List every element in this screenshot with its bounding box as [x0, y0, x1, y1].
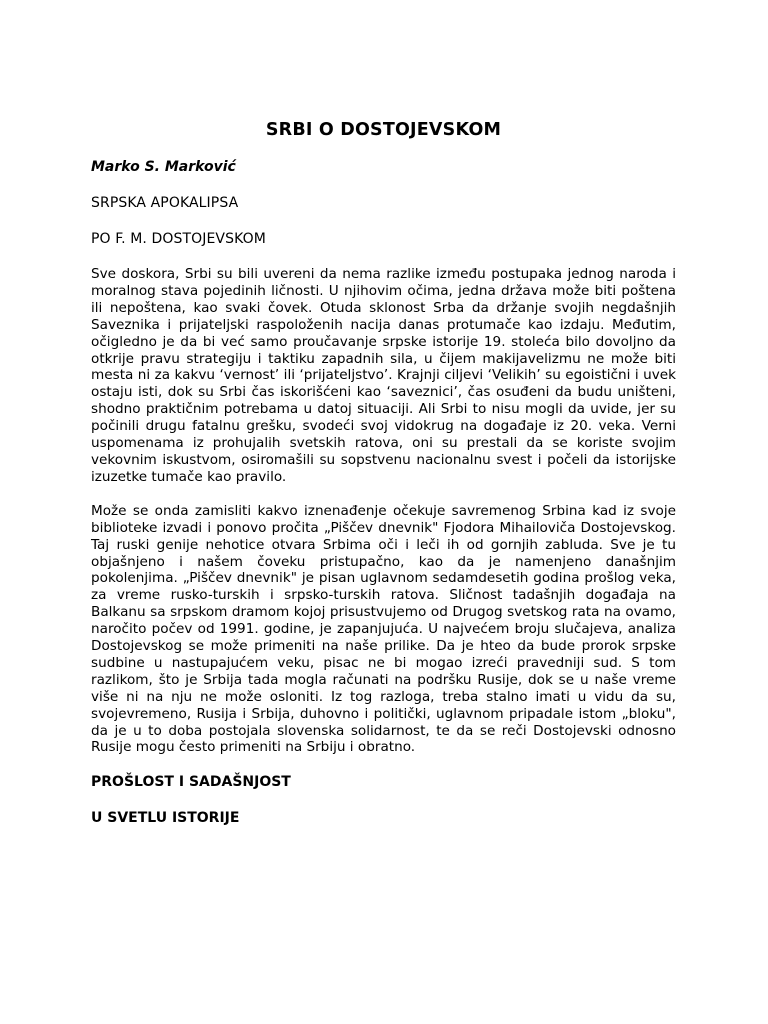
document-title: SRBI O DOSTOJEVSKOM: [265, 120, 502, 140]
section-heading-history: U SVETLU ISTORIJE: [91, 810, 240, 827]
document-page: [91, 118, 676, 845]
subtitle-dostoevsky: PO F. M. DOSTOJEVSKOM: [91, 231, 266, 247]
body-paragraph-2: Može se onda zamisliti kakvo iznenađenje očekuje savremenog Srbina kad iz svoje biblioteke izvadi i ponovo pročita „Piščev dnevnik" Fjodora Mihailoviča Dostojevskog. Taj ruski genije nehotice otvara Srbima oči i leči ih od gornjih zabluda. Sve je tu objašnjeno i našem čoveku pristupačno, kao da je namenjeno današnjim pokolenjima. „Piščev dnevnik" je pisan uglavnom sedamdesetih godina prošlog veka, za vreme rusko-turskih i srpsko-turskih ratova. Sličnost tadašnjih događaja na Balkanu sa srpskom dramom kojoj prisustvujemo od Drugog svetskog rata na ovamo, naročito počev od 1991. godine, je zapanjujuća. U najvećem broju slučajeva, analiza Dostojevskog se može primeniti na naše prilike. Da je hteo da bude prorok srpske sudbine u nastupajućem veku, pisac ne bi mogao izreći pravedniji sud. S tom razlikom, što je Srbija tada mogla računati na podršku Rusije, dok se u naše vreme više ni na nju ne može osloniti. Iz tog razloga, treba stalno imati u vidu da su, svojevremeno, Rusija i Srbija, duhovno i politički, uglavnom pripadale istom „bloku", da je u to doba postojala slovenska solidarnost, te da se reči Dostojevski odnosno Rusije mogu često primeniti na Srbiju i obratno.: [91, 502, 676, 756]
author-name: Marko S. Marković: [91, 159, 236, 175]
section-heading-past-present: PROŠLOST I SADAŠNJOST: [91, 774, 291, 791]
body-paragraph-1: Sve doskora, Srbi su bili uvereni da nema razlike između postupaka jednog naroda i moralnog stava pojedinih ličnosti. U njihovim očima, jedna država može biti poštena ili nepoštena, kao svaki čovek. Otuda sklonost Srba da držanje svojih negdašnjih Saveznika i prijateljski raspoloženih nacija danas protumače kao izdaju. Međutim, očigledno je da bi već samo proučavanje srpske istorije 19. stoleća bilo dovoljno da otkrije pravu strategiju i taktiku zapadnih sila, u čijem makijavelizmu ne može biti mesta ni za kakvu ‘vernost’ ili ‘prijateljstvo’. Krajnji ciljevi ‘Velikih’ su egoistični i uvek ostaju isti, dok su Srbi čas iskorišćeni kao ‘saveznici’, čas osuđeni da budu uništeni, shodno praktičnim potrebama u datoj situaciji. Ali Srbi to nisu mogli da uvide, jer su počinili drugu fatalnu grešku, svodeći svoj vidokrug na događaje iz 20. veka. Verni uspomenama iz prohujalih svetskih ratova, oni su prestali da se koriste svojim vekovnim iskustvom, osiromašili su sopstvenu nacionalnu svest i počeli da istorijske izuzetke tumače kao pravilo.: [91, 266, 676, 485]
subtitle-apocalypse: SRPSKA APOKALIPSA: [91, 195, 239, 211]
